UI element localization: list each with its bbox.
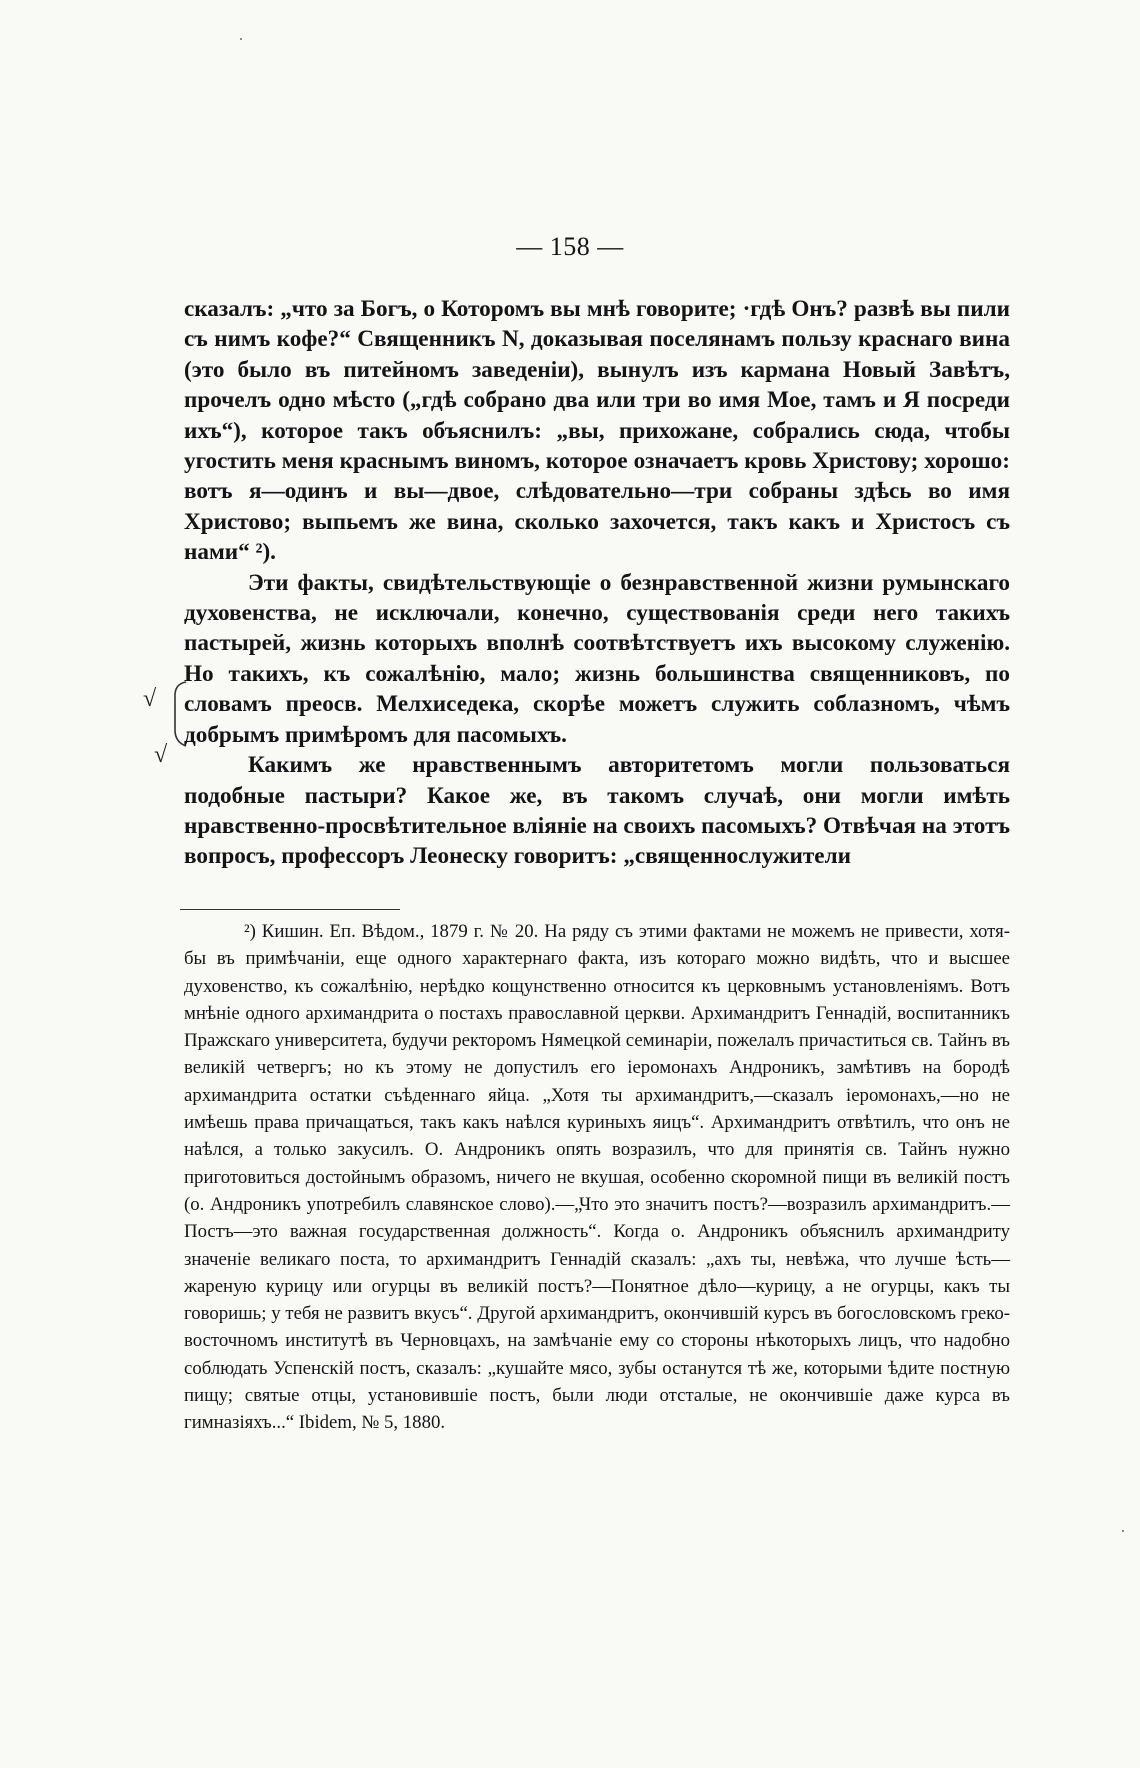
main-text: [184, 294, 1010, 872]
scan-speck: [1122, 1530, 1124, 1532]
paragraph-3: Какимъ же нравственнымъ авторитетомъ могли пользоваться подобные пастыри? Какое же, въ такомъ случаѣ, они могли имѣть нравственно-просвѣтительное вліяніе на своихъ пасомыхъ? Отвѣчая на этотъ вопросъ, профессоръ Леонеску говоритъ: „священнослужители: [184, 752, 1010, 870]
paragraph-2: Эти факты, свидѣтельствующіе о безнравственной жизни румынскаго духовенства, не исключали, конечно, существованія среди него такихъ пастырей, жизнь которыхъ вполнѣ соотвѣтствуетъ ихъ высокому служенію. Но такихъ, къ сожалѣнію, мало; жизнь большинства священниковъ, по словамъ преосв. Мелхиседека, скорѣе можетъ служить соблазномъ, чѣмъ добрымъ примѣромъ для пасомыхъ.: [184, 569, 1010, 748]
paragraph-1: сказалъ: „что за Богъ, о Которомъ вы мнѣ говорите; ·гдѣ Онъ? развѣ вы пили съ нимъ кофе?“ Священникъ N, доказывая поселянамъ пользу краснаго вина (это было въ питейномъ заведеніи), вынулъ изъ кармана Новый Завѣтъ, прочелъ одно мѣсто („гдѣ собрано два или три во имя Мое, тамъ и Я посреди ихъ“), которое такъ объяснилъ: „вы, прихожане, собрались сюда, чтобы угостить меня краснымъ виномъ, которое означаетъ кровь Христову; хорошо: вотъ я—одинъ и вы—двое, слѣдовательно—три собраны здѣсь во имя Христово; выпьемъ же вина, сколько захочется, такъ какъ и Христосъ съ нами“ ²).: [184, 296, 1010, 566]
footnote-separator: [180, 909, 400, 910]
margin-annotation: [142, 680, 192, 790]
scan-speck: [240, 38, 242, 40]
checkmark-annotation-1: √: [143, 686, 157, 712]
checkmark-annotation-2: √: [154, 742, 168, 768]
footnote: ²) Кишин. Еп. Вѣдом., 1879 г. № 20. На ряду съ этими фактами не можемъ не привести, хотя-бы въ примѣчаніи, еще одного характернаго факта, изъ котораго можно видѣть, что и высшее духовенство, къ сожалѣнію, нерѣдко кощунственно относится къ церковнымъ установленіямъ. Вотъ мнѣніе одного архимандрита о постахъ православной церкви. Архимандритъ Геннадій, воспитанникъ Пражскаго университета, будучи ректоромъ Нямецкой семинаріи, пожелалъ причаститься св. Тайнъ въ великій четвергъ; но къ этому не допустилъ его іеромонахъ Андроникъ, замѣтивъ на бородѣ архимандрита остатки съѣденнаго яйца. „Хотя ты архимандритъ,—сказалъ іеромонахъ,—но не имѣешь права причащаться, такъ какъ наѣлся куриныхъ яицъ“. Архимандритъ отвѣтилъ, что онъ не наѣлся, а только закусилъ. О. Андроникъ опять возразилъ, что для принятія св. Тайнъ нужно приготовиться достойнымъ образомъ, ничего не вкушая, особенно скоромной пищи въ великій постъ (о. Андроникъ употребилъ славянское слово).—„Что это значитъ постъ?—возразилъ архимандритъ.—Постъ—это важная государственная должность“. Когда о. Андроникъ объяснилъ архимандриту значеніе великаго поста, то архимандритъ Геннадій сказалъ: „ахъ ты, невѣжа, что лучше ѣсть—жареную курицу или огурцы въ великій постъ?—Понятное дѣло—курицу, а не огурцы, какъ ты говоришь; у тебя не развитъ вкусъ“. Другой архимандритъ, окончившій курсъ въ богословскомъ греко-восточномъ институтѣ въ Черновцахъ, на замѣчаніе ему со стороны нѣкоторыхъ лицъ, что надобно соблюдать Успенскій постъ, сказалъ: „кушайте мясо, зубы останутся тѣ же, которыми ѣдите постную пищу; святые отцы, установившіе постъ, были люди отсталые, не окончившіе даже курса въ гимназіяхъ...“ Ibidem, № 5, 1880.: [184, 921, 1010, 1434]
page-number: — 158 —: [516, 232, 624, 261]
